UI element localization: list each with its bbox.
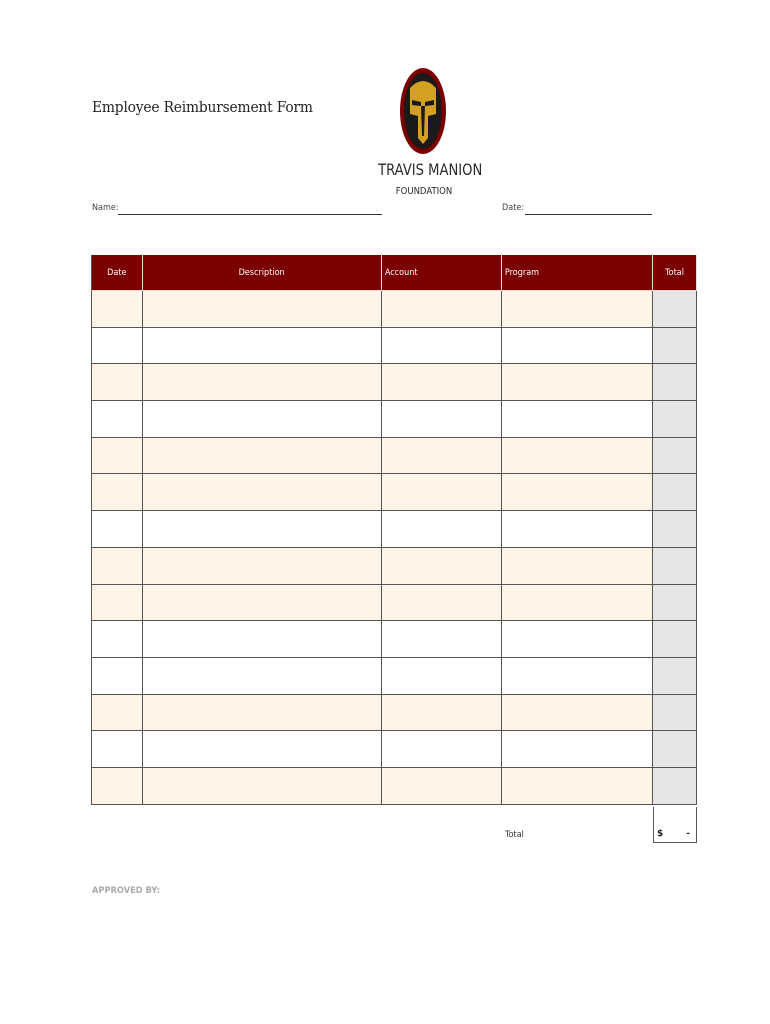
table-row bbox=[91, 328, 697, 365]
total-cell[interactable] bbox=[653, 401, 697, 438]
column-header-description: Description bbox=[143, 255, 382, 291]
program-cell[interactable] bbox=[502, 658, 653, 695]
organization-name: TRAVIS MANION bbox=[378, 160, 483, 179]
total-currency: $ bbox=[657, 829, 664, 839]
total-cell[interactable] bbox=[653, 548, 697, 585]
total-label: Total bbox=[505, 830, 524, 840]
date-cell[interactable] bbox=[91, 438, 143, 475]
date-cell[interactable] bbox=[91, 401, 143, 438]
total-cell[interactable] bbox=[653, 695, 697, 732]
approved-by-label: APPROVED BY: bbox=[92, 886, 161, 896]
description-cell[interactable] bbox=[143, 548, 382, 585]
table-row bbox=[91, 768, 697, 805]
column-header-account: Account bbox=[382, 255, 502, 291]
table-row bbox=[91, 474, 697, 511]
total-cell[interactable] bbox=[653, 621, 697, 658]
date-cell[interactable] bbox=[91, 548, 143, 585]
account-cell[interactable] bbox=[382, 364, 502, 401]
column-header-total: Total bbox=[653, 255, 697, 291]
description-cell[interactable] bbox=[143, 621, 382, 658]
description-cell[interactable] bbox=[143, 768, 382, 805]
column-header-program: Program bbox=[502, 255, 653, 291]
table-row bbox=[91, 658, 697, 695]
description-cell[interactable] bbox=[143, 585, 382, 622]
description-cell[interactable] bbox=[143, 401, 382, 438]
date-cell[interactable] bbox=[91, 364, 143, 401]
account-cell[interactable] bbox=[382, 474, 502, 511]
table-row bbox=[91, 695, 697, 732]
program-cell[interactable] bbox=[502, 621, 653, 658]
program-cell[interactable] bbox=[502, 474, 653, 511]
total-cell[interactable] bbox=[653, 658, 697, 695]
date-field[interactable] bbox=[525, 214, 652, 215]
program-cell[interactable] bbox=[502, 438, 653, 475]
account-cell[interactable] bbox=[382, 621, 502, 658]
date-cell[interactable] bbox=[91, 511, 143, 548]
date-cell[interactable] bbox=[91, 658, 143, 695]
date-cell[interactable] bbox=[91, 621, 143, 658]
total-cell[interactable] bbox=[653, 364, 697, 401]
date-cell[interactable] bbox=[91, 585, 143, 622]
account-cell[interactable] bbox=[382, 768, 502, 805]
description-cell[interactable] bbox=[143, 474, 382, 511]
program-cell[interactable] bbox=[502, 328, 653, 365]
form-title: Employee Reimbursement Form bbox=[92, 98, 313, 116]
total-cell[interactable] bbox=[653, 731, 697, 768]
program-cell[interactable] bbox=[502, 695, 653, 732]
total-cell[interactable] bbox=[653, 438, 697, 475]
table-row bbox=[91, 731, 697, 768]
total-cell bbox=[653, 807, 697, 843]
account-cell[interactable] bbox=[382, 695, 502, 732]
table-row bbox=[91, 364, 697, 401]
column-header-date: Date bbox=[91, 255, 143, 291]
date-cell[interactable] bbox=[91, 768, 143, 805]
reimbursement-table bbox=[91, 255, 697, 805]
table-row bbox=[91, 621, 697, 658]
account-cell[interactable] bbox=[382, 291, 502, 328]
description-cell[interactable] bbox=[143, 364, 382, 401]
account-cell[interactable] bbox=[382, 328, 502, 365]
date-cell[interactable] bbox=[91, 474, 143, 511]
total-cell[interactable] bbox=[653, 328, 697, 365]
program-cell[interactable] bbox=[502, 364, 653, 401]
name-label: Name: bbox=[92, 203, 119, 213]
date-label: Date: bbox=[502, 203, 525, 213]
date-cell[interactable] bbox=[91, 291, 143, 328]
name-field[interactable] bbox=[118, 214, 382, 215]
spartan-helmet-icon bbox=[398, 66, 448, 156]
account-cell[interactable] bbox=[382, 438, 502, 475]
total-cell[interactable] bbox=[653, 511, 697, 548]
description-cell[interactable] bbox=[143, 511, 382, 548]
table-row bbox=[91, 511, 697, 548]
description-cell[interactable] bbox=[143, 328, 382, 365]
account-cell[interactable] bbox=[382, 511, 502, 548]
total-cell[interactable] bbox=[653, 585, 697, 622]
program-cell[interactable] bbox=[502, 768, 653, 805]
account-cell[interactable] bbox=[382, 585, 502, 622]
account-cell[interactable] bbox=[382, 731, 502, 768]
program-cell[interactable] bbox=[502, 291, 653, 328]
description-cell[interactable] bbox=[143, 291, 382, 328]
account-cell[interactable] bbox=[382, 548, 502, 585]
description-cell[interactable] bbox=[143, 731, 382, 768]
table-header bbox=[91, 255, 697, 291]
program-cell[interactable] bbox=[502, 585, 653, 622]
total-cell[interactable] bbox=[653, 474, 697, 511]
organization-subtitle: FOUNDATION bbox=[395, 186, 453, 197]
program-cell[interactable] bbox=[502, 548, 653, 585]
total-cell[interactable] bbox=[653, 768, 697, 805]
table-row bbox=[91, 291, 697, 328]
date-cell[interactable] bbox=[91, 695, 143, 732]
description-cell[interactable] bbox=[143, 695, 382, 732]
date-cell[interactable] bbox=[91, 328, 143, 365]
table-row bbox=[91, 438, 697, 475]
account-cell[interactable] bbox=[382, 658, 502, 695]
description-cell[interactable] bbox=[143, 438, 382, 475]
table-row bbox=[91, 401, 697, 438]
program-cell[interactable] bbox=[502, 731, 653, 768]
table-row bbox=[91, 585, 697, 622]
table-body bbox=[91, 291, 697, 805]
total-value: - bbox=[686, 829, 690, 839]
table-row bbox=[91, 548, 697, 585]
total-cell[interactable] bbox=[653, 291, 697, 328]
program-cell[interactable] bbox=[502, 511, 653, 548]
description-cell[interactable] bbox=[143, 658, 382, 695]
program-cell[interactable] bbox=[502, 401, 653, 438]
account-cell[interactable] bbox=[382, 401, 502, 438]
date-cell[interactable] bbox=[91, 731, 143, 768]
